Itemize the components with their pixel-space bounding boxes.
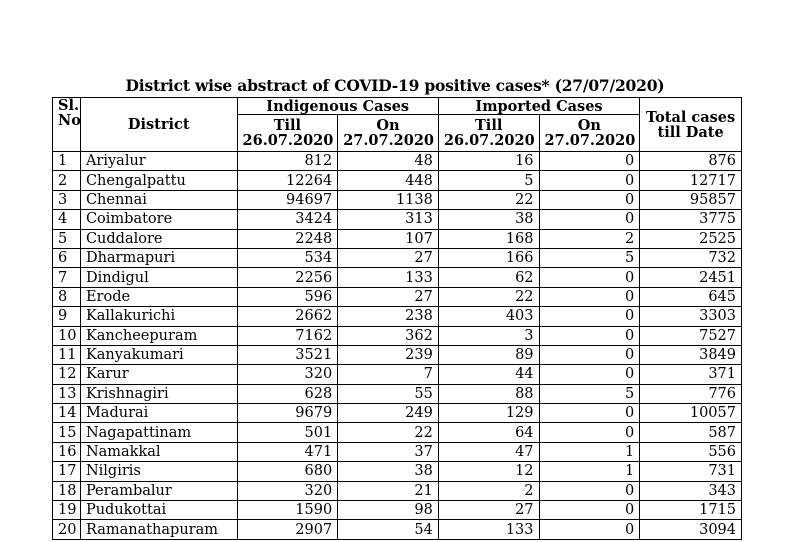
cell-indigenous-on: 55 xyxy=(338,384,439,403)
cell-total: 776 xyxy=(640,384,742,403)
header-total-line1: Total cases xyxy=(645,108,736,126)
cell-indigenous-till: 471 xyxy=(237,442,338,461)
cell-imported-till: 5 xyxy=(438,171,539,190)
cell-district: Erode xyxy=(80,287,237,306)
cell-indigenous-till: 2907 xyxy=(237,520,338,539)
header-sl-line2: No xyxy=(58,112,81,129)
cell-district: Cuddalore xyxy=(80,229,237,248)
header-indigenous-till xyxy=(237,115,338,152)
table-row xyxy=(53,501,742,520)
header-on-line1: On xyxy=(577,117,601,134)
cell-imported-on: 1 xyxy=(539,442,640,461)
cell-sl-no: 12 xyxy=(53,365,81,384)
header-sl-line1: Sl. xyxy=(58,97,80,114)
cell-imported-till: 27 xyxy=(438,501,539,520)
cell-sl-no: 20 xyxy=(53,520,81,539)
table-row xyxy=(53,190,742,209)
cell-indigenous-till: 9679 xyxy=(237,404,338,423)
cell-indigenous-till: 3424 xyxy=(237,210,338,229)
cell-sl-no: 16 xyxy=(53,442,81,461)
cell-total: 95857 xyxy=(640,190,742,209)
covid-cases-table xyxy=(52,97,742,540)
cell-imported-on: 2 xyxy=(539,229,640,248)
cell-imported-on: 0 xyxy=(539,404,640,423)
table-header xyxy=(53,98,742,152)
cell-imported-on: 0 xyxy=(539,307,640,326)
cell-indigenous-till: 94697 xyxy=(237,190,338,209)
cell-district: Dindigul xyxy=(80,268,237,287)
cell-sl-no: 10 xyxy=(53,326,81,345)
table-row xyxy=(53,520,742,539)
cell-district: Madurai xyxy=(80,404,237,423)
table-row xyxy=(53,442,742,461)
table-body xyxy=(53,152,742,540)
cell-imported-till: 44 xyxy=(438,365,539,384)
cell-indigenous-on: 362 xyxy=(338,326,439,345)
header-imported-cases: Imported Cases xyxy=(438,98,639,115)
cell-indigenous-till: 2662 xyxy=(237,307,338,326)
cell-imported-on: 0 xyxy=(539,345,640,364)
cell-imported-on: 0 xyxy=(539,423,640,442)
table-row xyxy=(53,404,742,423)
header-on-line2: 27.07.2020 xyxy=(544,132,636,149)
cell-total: 732 xyxy=(640,248,742,267)
cell-sl-no: 7 xyxy=(53,268,81,287)
table-row xyxy=(53,268,742,287)
cell-indigenous-till: 3521 xyxy=(237,345,338,364)
cell-sl-no: 15 xyxy=(53,423,81,442)
cell-indigenous-on: 107 xyxy=(338,229,439,248)
cell-district: Chennai xyxy=(80,190,237,209)
cell-total: 371 xyxy=(640,365,742,384)
cell-total: 731 xyxy=(640,462,742,481)
header-total-line2: till Date xyxy=(657,123,724,141)
cell-district: Chengalpattu xyxy=(80,171,237,190)
cell-district: Coimbatore xyxy=(80,210,237,229)
cell-indigenous-on: 27 xyxy=(338,287,439,306)
table-row xyxy=(53,384,742,403)
cell-indigenous-on: 21 xyxy=(338,481,439,500)
cell-indigenous-till: 2256 xyxy=(237,268,338,287)
cell-indigenous-till: 628 xyxy=(237,384,338,403)
cell-district: Perambalur xyxy=(80,481,237,500)
header-indigenous-cases: Indigenous Cases xyxy=(237,98,438,115)
cell-imported-till: 47 xyxy=(438,442,539,461)
cell-district: Dharmapuri xyxy=(80,248,237,267)
document-title: District wise abstract of COVID-19 positive cases* (27/07/2020) xyxy=(125,76,665,95)
cell-imported-on: 0 xyxy=(539,326,640,345)
cell-imported-on: 0 xyxy=(539,520,640,539)
cell-indigenous-till: 680 xyxy=(237,462,338,481)
cell-indigenous-till: 2248 xyxy=(237,229,338,248)
cell-district: Krishnagiri xyxy=(80,384,237,403)
header-till-line2: 26.07.2020 xyxy=(443,132,535,149)
cell-imported-on: 5 xyxy=(539,384,640,403)
table-row xyxy=(53,248,742,267)
cell-district: Ramanathapuram xyxy=(80,520,237,539)
cell-total: 343 xyxy=(640,481,742,500)
cell-imported-till: 22 xyxy=(438,190,539,209)
cell-indigenous-on: 37 xyxy=(338,442,439,461)
cell-sl-no: 4 xyxy=(53,210,81,229)
cell-imported-till: 166 xyxy=(438,248,539,267)
header-total-cases xyxy=(640,98,742,152)
cell-total: 2525 xyxy=(640,229,742,248)
cell-indigenous-on: 98 xyxy=(338,501,439,520)
header-on-line1: On xyxy=(376,117,400,134)
cell-indigenous-on: 38 xyxy=(338,462,439,481)
cell-indigenous-on: 54 xyxy=(338,520,439,539)
cell-indigenous-till: 534 xyxy=(237,248,338,267)
cell-district: Namakkal xyxy=(80,442,237,461)
cell-sl-no: 1 xyxy=(53,152,81,171)
cell-sl-no: 2 xyxy=(53,171,81,190)
cell-imported-on: 0 xyxy=(539,210,640,229)
header-imported-on xyxy=(539,115,640,152)
cell-indigenous-on: 239 xyxy=(338,345,439,364)
cell-sl-no: 5 xyxy=(53,229,81,248)
table-row xyxy=(53,423,742,442)
cell-indigenous-on: 448 xyxy=(338,171,439,190)
cell-total: 587 xyxy=(640,423,742,442)
cell-imported-till: 89 xyxy=(438,345,539,364)
cell-sl-no: 8 xyxy=(53,287,81,306)
cell-district: Kanyakumari xyxy=(80,345,237,364)
header-row-groups xyxy=(53,98,742,115)
cell-sl-no: 18 xyxy=(53,481,81,500)
cell-indigenous-on: 133 xyxy=(338,268,439,287)
table-row xyxy=(53,307,742,326)
cell-total: 10057 xyxy=(640,404,742,423)
cell-district: Pudukottai xyxy=(80,501,237,520)
cell-sl-no: 14 xyxy=(53,404,81,423)
table-row xyxy=(53,171,742,190)
cell-indigenous-on: 1138 xyxy=(338,190,439,209)
cell-indigenous-till: 1590 xyxy=(237,501,338,520)
cell-indigenous-on: 48 xyxy=(338,152,439,171)
cell-total: 645 xyxy=(640,287,742,306)
cell-indigenous-till: 320 xyxy=(237,481,338,500)
cell-district: Ariyalur xyxy=(80,152,237,171)
cell-district: Kallakurichi xyxy=(80,307,237,326)
cell-indigenous-on: 7 xyxy=(338,365,439,384)
cell-imported-on: 0 xyxy=(539,481,640,500)
cell-imported-till: 12 xyxy=(438,462,539,481)
cell-total: 12717 xyxy=(640,171,742,190)
cell-imported-till: 3 xyxy=(438,326,539,345)
cell-sl-no: 9 xyxy=(53,307,81,326)
cell-imported-on: 0 xyxy=(539,190,640,209)
cell-imported-on: 0 xyxy=(539,268,640,287)
cell-imported-on: 1 xyxy=(539,462,640,481)
cell-imported-till: 22 xyxy=(438,287,539,306)
header-on-line2: 27.07.2020 xyxy=(343,132,434,149)
cell-imported-till: 88 xyxy=(438,384,539,403)
cell-district: Nagapattinam xyxy=(80,423,237,442)
cell-sl-no: 11 xyxy=(53,345,81,364)
cell-total: 556 xyxy=(640,442,742,461)
cell-imported-till: 62 xyxy=(438,268,539,287)
cell-indigenous-till: 501 xyxy=(237,423,338,442)
cell-total: 3775 xyxy=(640,210,742,229)
cell-total: 7527 xyxy=(640,326,742,345)
header-indigenous-on xyxy=(338,115,439,152)
cell-indigenous-till: 812 xyxy=(237,152,338,171)
cell-imported-on: 0 xyxy=(539,171,640,190)
cell-total: 3303 xyxy=(640,307,742,326)
header-till-line2: 26.07.2020 xyxy=(242,132,334,149)
cell-imported-till: 64 xyxy=(438,423,539,442)
cell-indigenous-till: 12264 xyxy=(237,171,338,190)
cell-indigenous-till: 320 xyxy=(237,365,338,384)
cell-imported-till: 38 xyxy=(438,210,539,229)
header-sl-no xyxy=(53,98,81,152)
cell-district: Karur xyxy=(80,365,237,384)
cell-district: Kancheepuram xyxy=(80,326,237,345)
cell-sl-no: 17 xyxy=(53,462,81,481)
cell-sl-no: 13 xyxy=(53,384,81,403)
cell-sl-no: 6 xyxy=(53,248,81,267)
header-district: District xyxy=(80,98,237,152)
cell-imported-on: 0 xyxy=(539,365,640,384)
header-till-line1: Till xyxy=(273,117,302,134)
cell-indigenous-till: 596 xyxy=(237,287,338,306)
table-row xyxy=(53,481,742,500)
cell-total: 2451 xyxy=(640,268,742,287)
cell-sl-no: 3 xyxy=(53,190,81,209)
cell-district: Nilgiris xyxy=(80,462,237,481)
cell-indigenous-on: 27 xyxy=(338,248,439,267)
table-row xyxy=(53,152,742,171)
header-till-line1: Till xyxy=(475,117,503,134)
table-row xyxy=(53,345,742,364)
cell-imported-on: 0 xyxy=(539,501,640,520)
table-row xyxy=(53,287,742,306)
cell-imported-till: 16 xyxy=(438,152,539,171)
cell-imported-till: 168 xyxy=(438,229,539,248)
cell-imported-till: 133 xyxy=(438,520,539,539)
table-row xyxy=(53,229,742,248)
cell-imported-till: 2 xyxy=(438,481,539,500)
cell-total: 1715 xyxy=(640,501,742,520)
cell-imported-till: 129 xyxy=(438,404,539,423)
cell-total: 3094 xyxy=(640,520,742,539)
table-row xyxy=(53,365,742,384)
cell-imported-on: 5 xyxy=(539,248,640,267)
table-row xyxy=(53,462,742,481)
header-imported-till xyxy=(438,115,539,152)
cell-indigenous-on: 249 xyxy=(338,404,439,423)
cell-imported-on: 0 xyxy=(539,287,640,306)
cell-indigenous-on: 313 xyxy=(338,210,439,229)
cell-indigenous-on: 238 xyxy=(338,307,439,326)
cell-sl-no: 19 xyxy=(53,501,81,520)
cell-indigenous-till: 7162 xyxy=(237,326,338,345)
cell-total: 876 xyxy=(640,152,742,171)
cell-imported-till: 403 xyxy=(438,307,539,326)
cell-total: 3849 xyxy=(640,345,742,364)
table-row xyxy=(53,210,742,229)
cell-imported-on: 0 xyxy=(539,152,640,171)
cell-indigenous-on: 22 xyxy=(338,423,439,442)
table-row xyxy=(53,326,742,345)
